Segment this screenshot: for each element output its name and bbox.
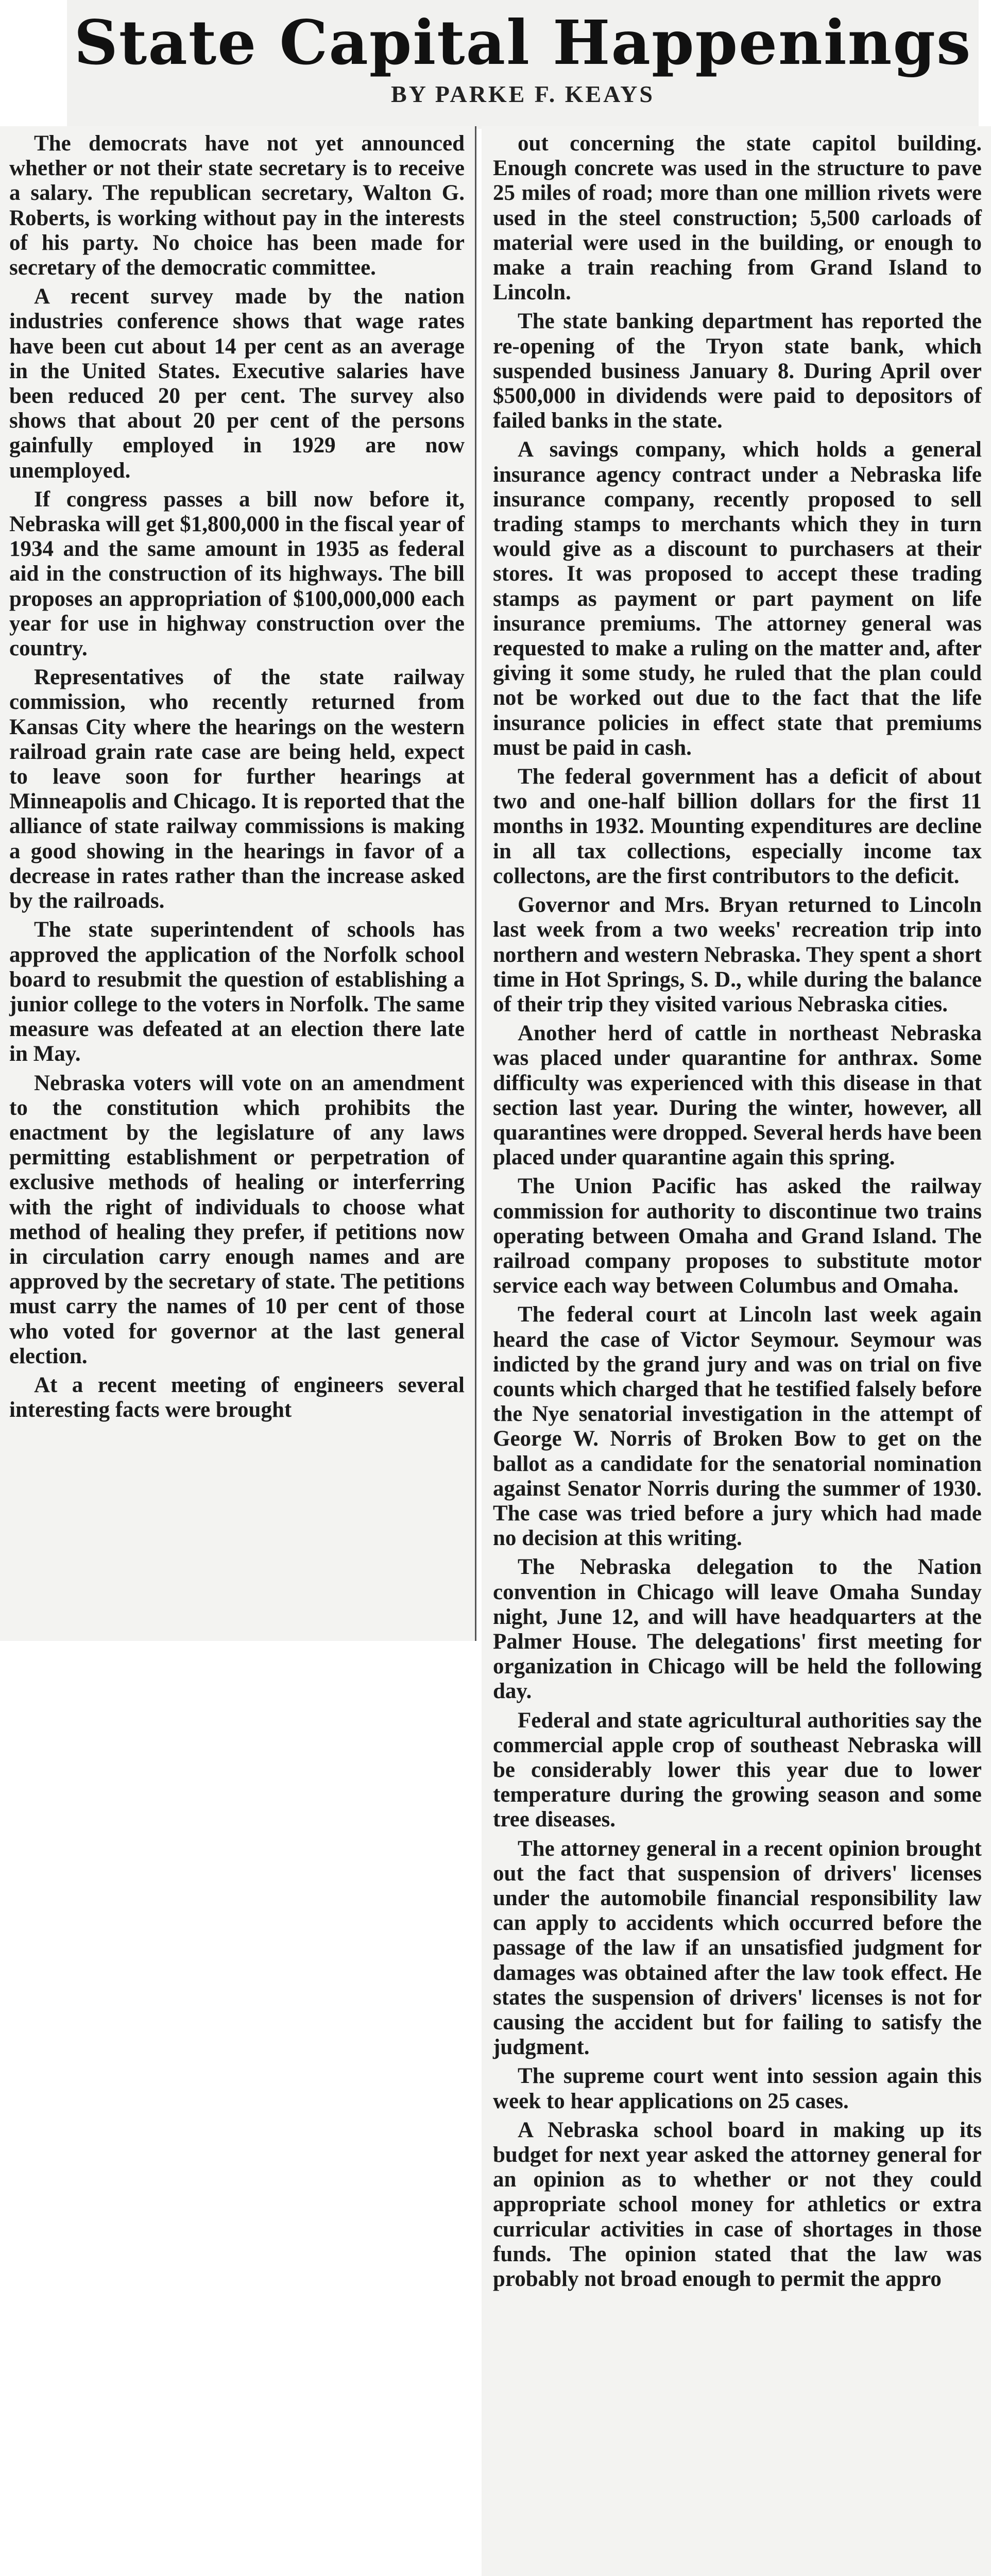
paragraph: The federal court at Lincoln last week again heard the case of Victor Seymour. Seymour was indicted by the grand jury and was on trial on five counts which charged that he testified falsely before the Nye senatorial investigation in the attempt of George W. Norris of Broken Bow to get on the ballot as a candidate for the senatorial nomination against Senator Norris during the summer of 1930. The case was tried before a jury which had made no decision at this writing.	[493, 1302, 982, 1551]
paragraph: out concerning the state capitol building. Enough concrete was used in the structure to pave 25 miles of road; more than one million rivets were used in the steel construction; 5,500 carloads of material were used in the building, or enough to make a train reaching from Grand Island to Lincoln.	[493, 131, 982, 305]
paragraph: Governor and Mrs. Bryan returned to Lincoln last week from a two weeks' recreation trip into northern and western Nebraska. They spent a short time in Hot Springs, S. D., while during the balance of their trip they visited various Nebraska cities.	[493, 893, 982, 1016]
paragraph: The Union Pacific has asked the railway commission for authority to discontinue two trains operating between Omaha and Grand Island. The railroad company proposes to substitute motor service each way between Columbus and Omaha.	[493, 1174, 982, 1298]
paragraph: The democrats have not yet announced whether or not their state secretary is to receive a salary. The republican secretary, Walton G. Roberts, is working without pay in the interests of his party. No choice has been made for secretary of the democratic committee.	[9, 131, 465, 280]
left-column	[0, 126, 476, 1641]
paragraph: A savings company, which holds a general insurance agency contract under a Nebraska life insurance company, recently proposed to sell trading stamps to merchants which they in turn would give as a discount to purchasers at their stores. It was proposed to accept these trading stamps as payment or part payment on life insurance premiums. The attorney general was requested to make a ruling on the matter and, after giving it some study, he ruled that the plan could not be worked out due to the fact that the life insurance policies in effect state that premiums must be paid in cash.	[493, 437, 982, 760]
paragraph: The attorney general in a recent opinion brought out the fact that suspension of drivers' licenses under the automobile financial responsibility law can apply to accidents which occurred before the passage of the law if an unsatisfied judgment for damages was obtained after the law took effect. He states the suspension of drivers' licenses is not for causing the accident but for failing to satisfy the judgment.	[493, 1836, 982, 2060]
paragraph: The state banking department has reported the re-opening of the Tryon state bank, which suspended business January 8. During April over $500,000 in dividends were paid to depositors of failed banks in the state.	[493, 309, 982, 433]
article-byline: BY PARKE F. KEAYS	[391, 81, 655, 107]
paragraph: Federal and state agricultural authorities say the commercial apple crop of southeast Nebraska will be considerably lower this year due to lower temperature during the growing season and some tree diseases.	[493, 1708, 982, 1832]
paragraph: The state superintendent of schools has approved the application of the Norfolk school board to resubmit the question of establishing a junior college to the voters in Norfolk. The same measure was defeated at an election there late in May.	[9, 918, 465, 1066]
paragraph: A recent survey made by the nation industries conference shows that wage rates have been cut about 14 per cent as an average in the United States. Executive salaries have been reduced 20 per cent. The survey also shows that about 20 per cent of the persons gainfully employed in 1929 are now unemployed.	[9, 284, 465, 483]
paragraph: The Nebraska delegation to the Nation convention in Chicago will leave Omaha Sunday night, June 12, and will have headquarters at the Palmer House. The delegations' first meeting for organization in Chicago will be held the following day.	[493, 1555, 982, 1704]
article-masthead	[67, 0, 979, 129]
paragraph: At a recent meeting of engineers several interesting facts were brought	[9, 1372, 465, 1422]
paragraph: The federal government has a deficit of about two and one-half billion dollars for the first 11 months in 1932. Mounting expenditures are decline in all tax collections, especially income tax collectons, are the first contributors to the deficit.	[493, 765, 982, 888]
paragraph: The supreme court went into session again this week to hear applications on 25 cases.	[493, 2064, 982, 2113]
paragraph: Another herd of cattle in northeast Nebraska was placed under quarantine for anthrax. Some difficulty was experienced with this disease in that section last year. During the winter, however, all quarantines were dropped. Several herds have been placed under quarantine again this spring.	[493, 1021, 982, 1170]
paragraph: A Nebraska school board in making up its budget for next year asked the attorney general for an opinion as to whether or not they could appropriate school money for athletics or extra curricular activities in case of shortages in those funds. The opinion stated that the law was probably not broad enough to permit the appro	[493, 2117, 982, 2292]
paragraph: If congress passes a bill now before it, Nebraska will get $1,800,000 in the fiscal year of 1934 and the same amount in 1935 as federal aid in the construction of its highways. The bill proposes an appropriation of $100,000,000 each year for use in highway construction over the country.	[9, 487, 465, 661]
article-headline: State Capital Happenings	[74, 7, 972, 78]
right-column	[482, 126, 991, 2576]
paragraph: Representatives of the state railway commission, who recently returned from Kansas City where the hearings on the western railroad grain rate case are being held, expect to leave soon for further hearings at Minneapolis and Chicago. It is reported that the alliance of state railway commissions is making a good showing in the hearings in favor of a decrease in rates rather than the increase asked by the railroads.	[9, 665, 465, 913]
paragraph: Nebraska voters will vote on an amendment to the constitution which prohibits the enactment by the legislature of any laws permitting establishment or perpetration of exclusive methods of healing or interferring with the right of individuals to choose what method of healing they prefer, if petitions now in circulation carry enough names and are approved by the secretary of state. The petitions must carry the names of 10 per cent of those who voted for governor at the last general election.	[9, 1071, 465, 1368]
